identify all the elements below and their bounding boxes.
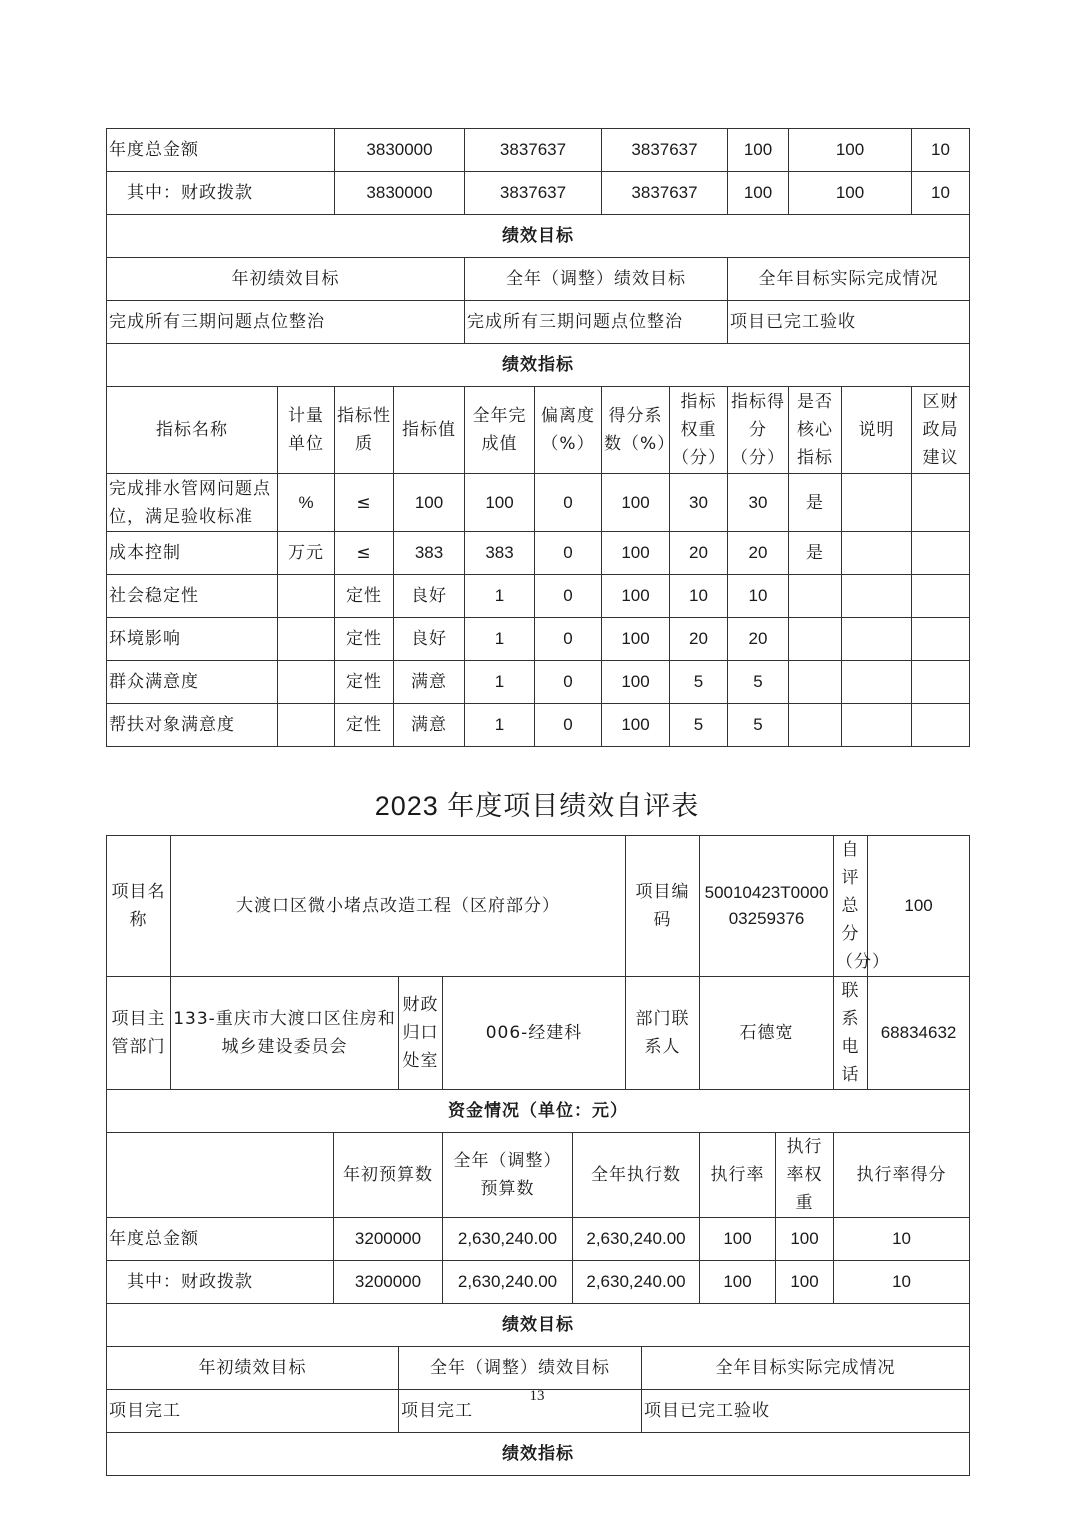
adjusted-cell: 2,630,240.00 bbox=[443, 1261, 573, 1304]
indicator-unit bbox=[278, 704, 335, 747]
col-advice: 区财政局建议 bbox=[912, 387, 970, 474]
executed-cell: 2,630,240.00 bbox=[573, 1261, 700, 1304]
indicator-name: 成本控制 bbox=[107, 532, 278, 575]
funds-row-fiscal bbox=[107, 172, 970, 215]
indicator-score: 20 bbox=[728, 618, 789, 661]
indicator-name: 完成排水管网问题点位，满足验收标准 bbox=[107, 474, 278, 532]
weight-cell: 100 bbox=[776, 1261, 834, 1304]
col-target: 指标值 bbox=[394, 387, 465, 474]
goal-col-initial: 年初绩效目标 bbox=[107, 1347, 399, 1390]
executed-cell: 3837637 bbox=[602, 172, 728, 215]
department-row bbox=[107, 977, 970, 1090]
indicator-core: 是 bbox=[789, 532, 842, 575]
indicator-coefficient: 100 bbox=[602, 575, 670, 618]
indicator-weight: 10 bbox=[670, 575, 728, 618]
indicator-target: 良好 bbox=[394, 575, 465, 618]
indicator-score: 30 bbox=[728, 474, 789, 532]
page-title: 2023 年度项目绩效自评表 bbox=[374, 791, 700, 821]
indicator-weight: 5 bbox=[670, 704, 728, 747]
dept-label: 项目主管部门 bbox=[107, 977, 171, 1090]
indicator-nature: ≤ bbox=[335, 532, 394, 575]
indicator-deviation: 0 bbox=[535, 474, 602, 532]
funds-col-rate: 执行率 bbox=[700, 1133, 776, 1218]
funds-col-adjusted: 全年（调整）预算数 bbox=[443, 1133, 573, 1218]
score-cell: 10 bbox=[834, 1218, 970, 1261]
indicators-header: 绩效指标 bbox=[107, 344, 970, 387]
indicator-advice bbox=[912, 661, 970, 704]
row-label: 年度总金额 bbox=[107, 129, 335, 172]
page-number: 13 bbox=[529, 1388, 545, 1404]
indicator-target: 良好 bbox=[394, 618, 465, 661]
dept: 133-重庆市大渡口区住房和城乡建设委员会 bbox=[171, 977, 399, 1090]
funds-header: 资金情况（单位：元） bbox=[107, 1090, 970, 1133]
executed-cell: 3837637 bbox=[602, 129, 728, 172]
indicator-note bbox=[842, 474, 912, 532]
adjusted-cell: 3837637 bbox=[465, 129, 602, 172]
indicator-unit bbox=[278, 575, 335, 618]
row-label: 年度总金额 bbox=[107, 1218, 334, 1261]
score-cell: 10 bbox=[834, 1261, 970, 1304]
performance-table-continued bbox=[106, 128, 970, 747]
indicator-deviation: 0 bbox=[535, 618, 602, 661]
budget-cell: 3830000 bbox=[335, 129, 465, 172]
score-cell: 10 bbox=[912, 129, 970, 172]
budget-cell: 3200000 bbox=[334, 1261, 443, 1304]
indicator-coefficient: 100 bbox=[602, 704, 670, 747]
goals-columns bbox=[107, 1347, 970, 1390]
indicator-coefficient: 100 bbox=[602, 474, 670, 532]
goal-initial: 项目完工 bbox=[107, 1390, 399, 1433]
funds-row-fiscal bbox=[107, 1261, 970, 1304]
indicator-target: 100 bbox=[394, 474, 465, 532]
phone-label: 联系电话 bbox=[834, 977, 868, 1090]
rate-cell: 100 bbox=[700, 1261, 776, 1304]
indicator-unit: 万元 bbox=[278, 532, 335, 575]
col-core: 是否核心指标 bbox=[789, 387, 842, 474]
indicator-core bbox=[789, 661, 842, 704]
goal-col-adjusted: 全年（调整）绩效目标 bbox=[399, 1347, 642, 1390]
self-score: 100 bbox=[868, 836, 970, 977]
indicator-coefficient: 100 bbox=[602, 661, 670, 704]
funds-row-total bbox=[107, 1218, 970, 1261]
indicator-row bbox=[107, 532, 970, 575]
indicator-deviation: 0 bbox=[535, 661, 602, 704]
indicator-note bbox=[842, 704, 912, 747]
rate-cell: 100 bbox=[700, 1218, 776, 1261]
indicator-note bbox=[842, 532, 912, 575]
indicator-weight: 5 bbox=[670, 661, 728, 704]
goals-columns bbox=[107, 258, 970, 301]
col-nature: 指标性质 bbox=[335, 387, 394, 474]
indicator-row bbox=[107, 575, 970, 618]
indicator-nature: 定性 bbox=[335, 618, 394, 661]
goal-initial: 完成所有三期问题点位整治 bbox=[107, 301, 465, 344]
budget-cell: 3200000 bbox=[334, 1218, 443, 1261]
goal-col-actual: 全年目标实际完成情况 bbox=[728, 258, 970, 301]
goal-col-adjusted: 全年（调整）绩效目标 bbox=[465, 258, 728, 301]
col-indicator-name: 指标名称 bbox=[107, 387, 278, 474]
indicator-row bbox=[107, 704, 970, 747]
project-info-row bbox=[107, 836, 970, 977]
indicator-coefficient: 100 bbox=[602, 618, 670, 661]
col-score: 指标得分（分） bbox=[728, 387, 789, 474]
indicator-advice bbox=[912, 532, 970, 575]
indicator-advice bbox=[912, 618, 970, 661]
goals-header: 绩效目标 bbox=[107, 1304, 970, 1347]
col-weight: 指标权重（分） bbox=[670, 387, 728, 474]
indicator-advice bbox=[912, 474, 970, 532]
indicator-nature: 定性 bbox=[335, 661, 394, 704]
col-coefficient: 得分系数（%） bbox=[602, 387, 670, 474]
indicator-deviation: 0 bbox=[535, 575, 602, 618]
office-label: 财政归口处室 bbox=[399, 977, 443, 1090]
contact-label: 部门联系人 bbox=[626, 977, 700, 1090]
indicator-core bbox=[789, 618, 842, 661]
indicator-target: 满意 bbox=[394, 661, 465, 704]
project-name: 大渡口区微小堵点改造工程（区府部分） bbox=[171, 836, 626, 977]
indicator-note bbox=[842, 618, 912, 661]
indicator-core bbox=[789, 704, 842, 747]
phone: 68834632 bbox=[868, 977, 970, 1090]
self-score-label: 自评总分（分） bbox=[834, 836, 868, 977]
indicator-weight: 20 bbox=[670, 532, 728, 575]
indicator-nature: ≤ bbox=[335, 474, 394, 532]
indicator-score: 5 bbox=[728, 704, 789, 747]
funds-col-score: 执行率得分 bbox=[834, 1133, 970, 1218]
indicator-note bbox=[842, 575, 912, 618]
indicator-name: 帮扶对象满意度 bbox=[107, 704, 278, 747]
goals-values bbox=[107, 301, 970, 344]
weight-cell: 100 bbox=[789, 172, 912, 215]
indicator-unit: % bbox=[278, 474, 335, 532]
indicator-target: 满意 bbox=[394, 704, 465, 747]
adjusted-cell: 3837637 bbox=[465, 172, 602, 215]
goal-actual: 项目已完工验收 bbox=[642, 1390, 970, 1433]
row-label: 其中：财政拨款 bbox=[107, 1261, 334, 1304]
indicator-deviation: 0 bbox=[535, 532, 602, 575]
indicator-deviation: 0 bbox=[535, 704, 602, 747]
score-cell: 10 bbox=[912, 172, 970, 215]
indicator-unit bbox=[278, 661, 335, 704]
indicator-actual: 1 bbox=[465, 661, 535, 704]
project-code: 50010423T000003259376 bbox=[700, 836, 834, 977]
indicator-row bbox=[107, 618, 970, 661]
project-name-label: 项目名称 bbox=[107, 836, 171, 977]
indicator-actual: 100 bbox=[465, 474, 535, 532]
funds-col-weight: 执行率权重 bbox=[776, 1133, 834, 1218]
indicator-score: 5 bbox=[728, 661, 789, 704]
indicator-row bbox=[107, 661, 970, 704]
indicator-name: 环境影响 bbox=[107, 618, 278, 661]
col-unit: 计量单位 bbox=[278, 387, 335, 474]
budget-cell: 3830000 bbox=[335, 172, 465, 215]
col-actual: 全年完成值 bbox=[465, 387, 535, 474]
funds-columns bbox=[107, 1133, 970, 1218]
weight-cell: 100 bbox=[776, 1218, 834, 1261]
adjusted-cell: 2,630,240.00 bbox=[443, 1218, 573, 1261]
self-evaluation-table bbox=[106, 835, 970, 1476]
indicator-nature: 定性 bbox=[335, 575, 394, 618]
funds-col-blank bbox=[107, 1133, 334, 1218]
goal-adjusted: 完成所有三期问题点位整治 bbox=[465, 301, 728, 344]
office: 006-经建科 bbox=[443, 977, 626, 1090]
indicator-actual: 1 bbox=[465, 618, 535, 661]
weight-cell: 100 bbox=[789, 129, 912, 172]
indicator-actual: 383 bbox=[465, 532, 535, 575]
indicator-core bbox=[789, 575, 842, 618]
funds-row-total bbox=[107, 129, 970, 172]
indicator-unit bbox=[278, 618, 335, 661]
goal-col-actual: 全年目标实际完成情况 bbox=[642, 1347, 970, 1390]
indicator-nature: 定性 bbox=[335, 704, 394, 747]
indicator-row bbox=[107, 474, 970, 532]
indicator-name: 社会稳定性 bbox=[107, 575, 278, 618]
rate-cell: 100 bbox=[728, 129, 789, 172]
row-label: 其中：财政拨款 bbox=[107, 172, 335, 215]
indicator-coefficient: 100 bbox=[602, 532, 670, 575]
indicator-weight: 20 bbox=[670, 618, 728, 661]
indicator-actual: 1 bbox=[465, 575, 535, 618]
contact: 石德宽 bbox=[700, 977, 834, 1090]
indicator-weight: 30 bbox=[670, 474, 728, 532]
col-note: 说明 bbox=[842, 387, 912, 474]
indicator-target: 383 bbox=[394, 532, 465, 575]
indicator-advice bbox=[912, 575, 970, 618]
funds-col-budget: 年初预算数 bbox=[334, 1133, 443, 1218]
indicator-actual: 1 bbox=[465, 704, 535, 747]
indicator-score: 10 bbox=[728, 575, 789, 618]
project-code-label: 项目编码 bbox=[626, 836, 700, 977]
indicator-score: 20 bbox=[728, 532, 789, 575]
goals-header: 绩效目标 bbox=[107, 215, 970, 258]
col-deviation: 偏离度（%） bbox=[535, 387, 602, 474]
goal-actual: 项目已完工验收 bbox=[728, 301, 970, 344]
indicators-header: 绩效指标 bbox=[107, 1433, 970, 1476]
indicator-note bbox=[842, 661, 912, 704]
goal-adjusted: 项目完工 bbox=[399, 1390, 642, 1433]
executed-cell: 2,630,240.00 bbox=[573, 1218, 700, 1261]
indicator-core: 是 bbox=[789, 474, 842, 532]
goal-col-initial: 年初绩效目标 bbox=[107, 258, 465, 301]
indicator-name: 群众满意度 bbox=[107, 661, 278, 704]
indicator-columns bbox=[107, 387, 970, 474]
rate-cell: 100 bbox=[728, 172, 789, 215]
funds-col-executed: 全年执行数 bbox=[573, 1133, 700, 1218]
indicator-advice bbox=[912, 704, 970, 747]
